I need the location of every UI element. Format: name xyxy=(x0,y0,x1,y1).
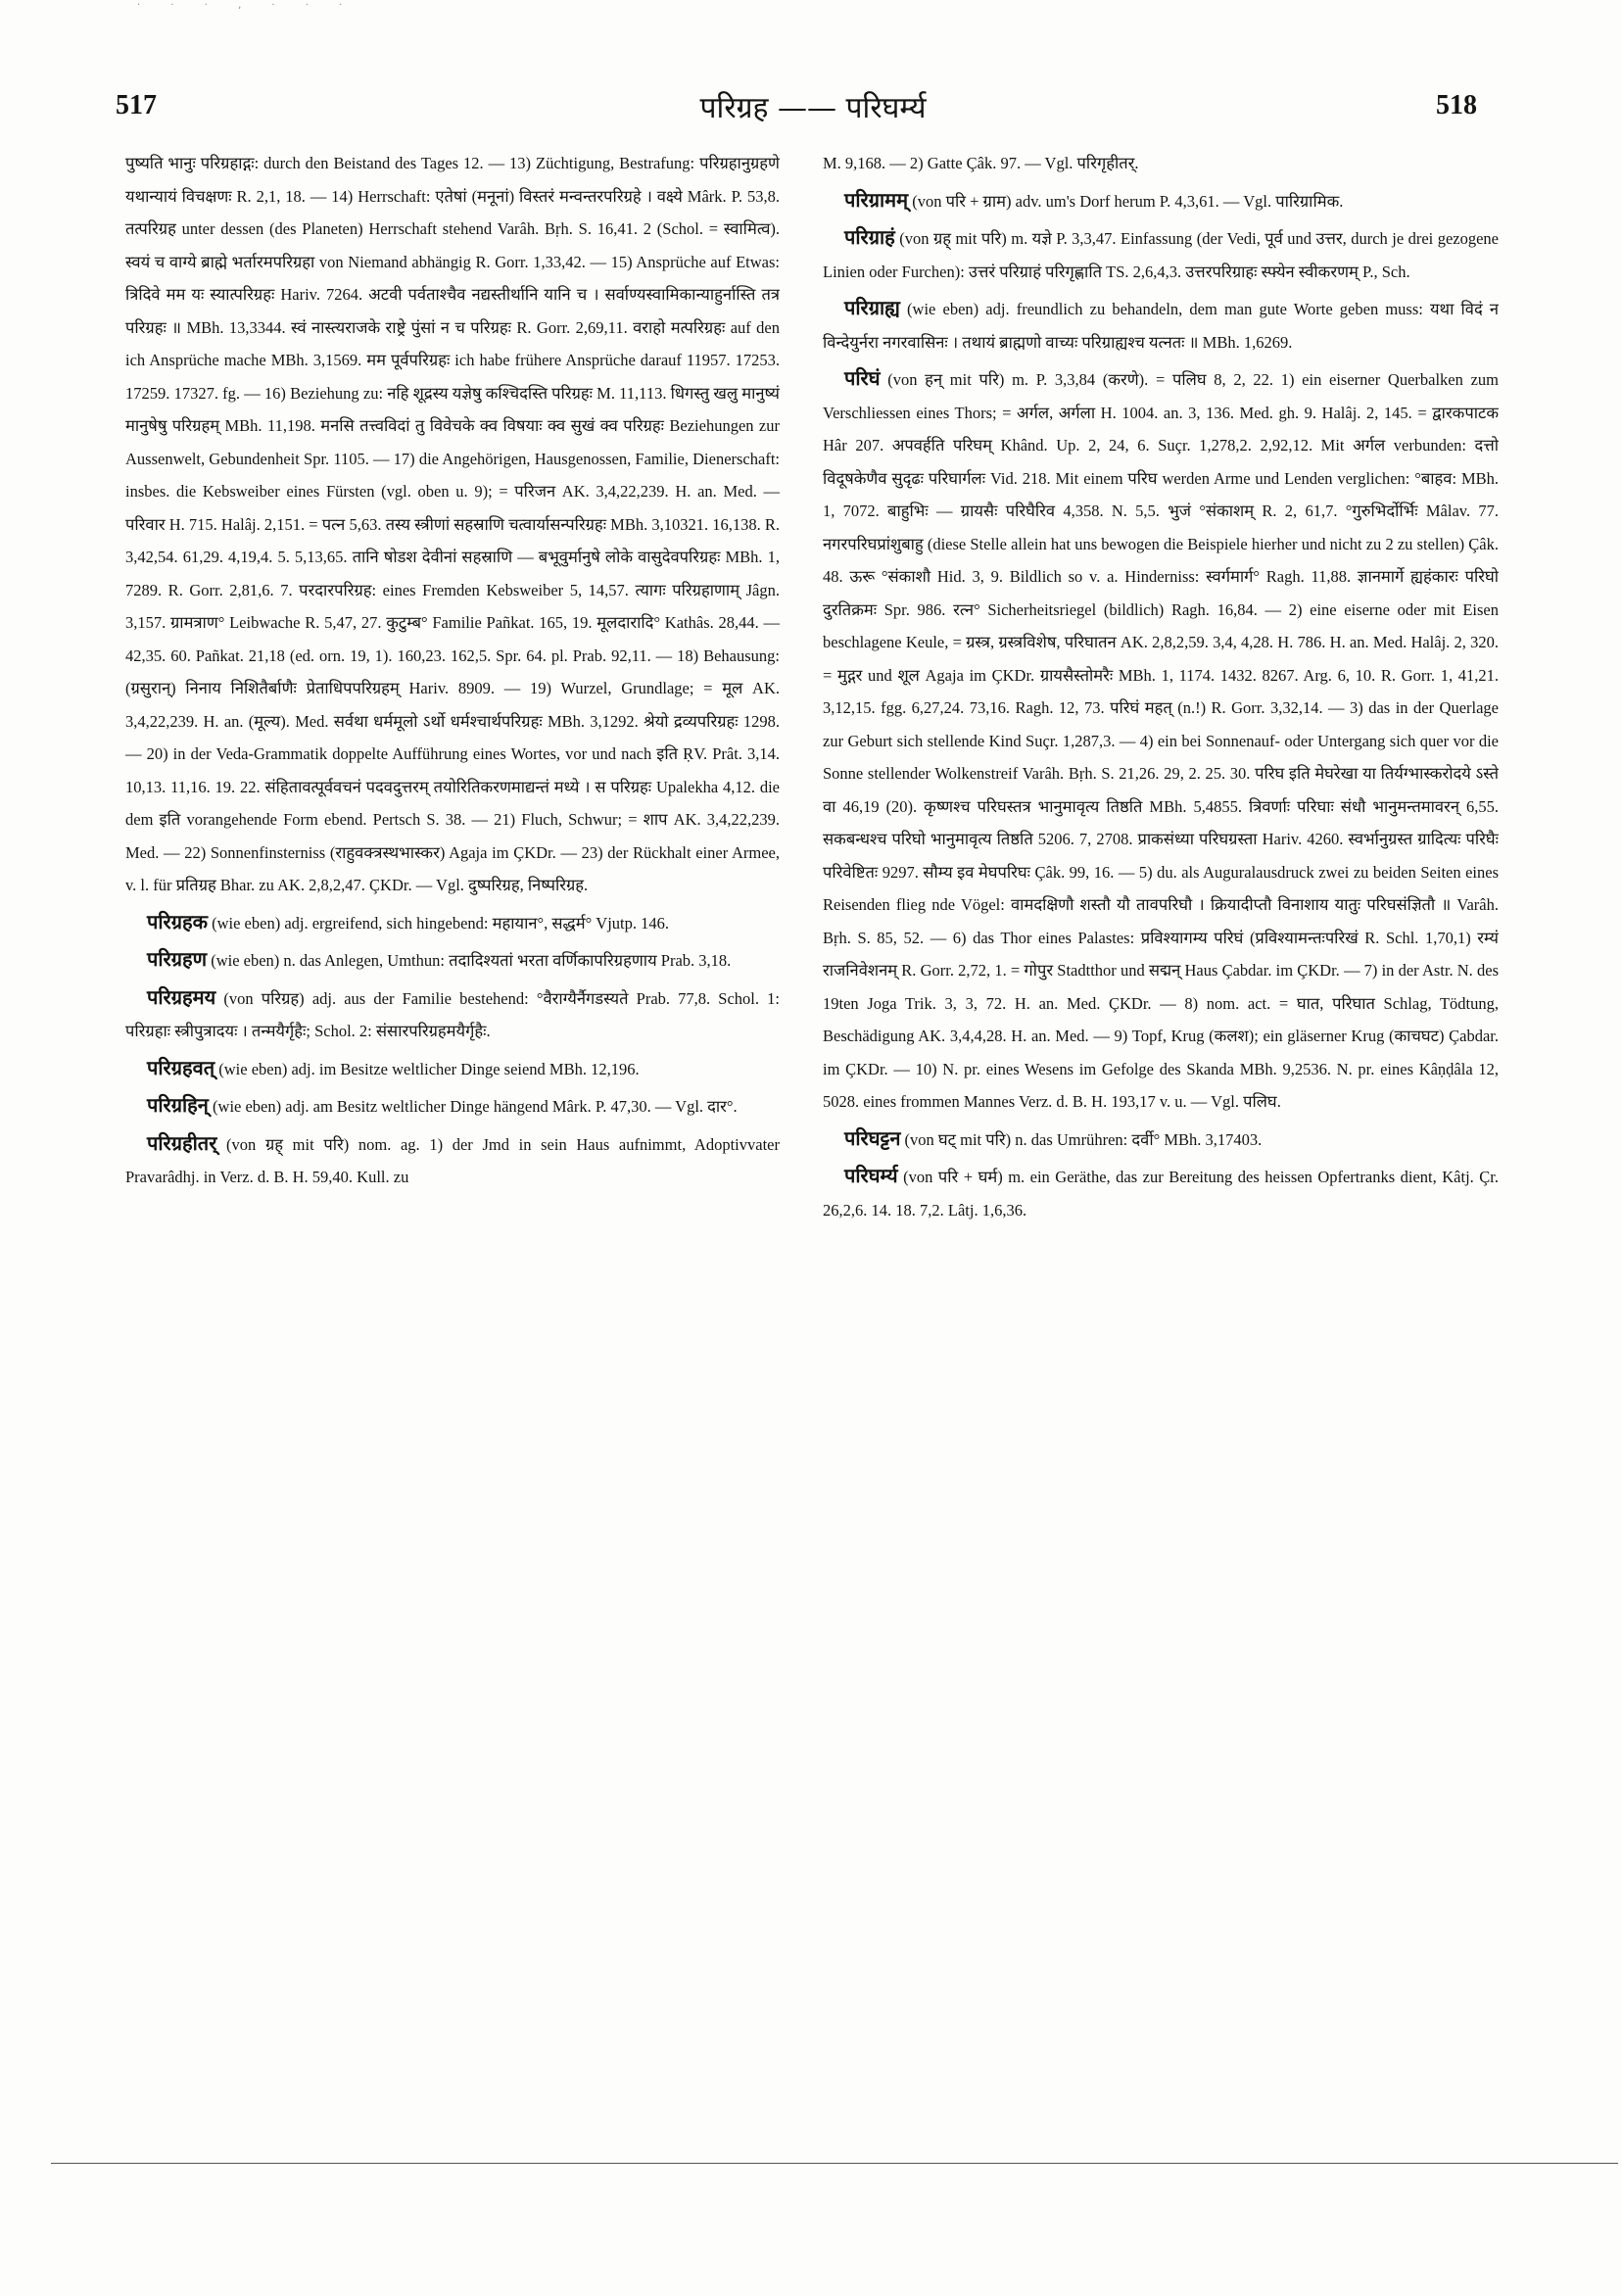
entry-headword: परिघर्म्य xyxy=(844,1164,898,1187)
entry-body: (von घट् mit परि) n. das Umrühren: दर्वी° MBh. 3,17403. xyxy=(900,1129,1263,1149)
entry-body: (von हन् mit परि) m. P. 3,3,84 (करणे). = पलिघ 8, 2, 22. 1) ein eiserner Querbalken zum Verschliessen eines Thors; = अर्गल, अर्गला H. 1004. an. 3, 136. Med. gh. 9. Halâj. 2, 145. = द्वारकपाटक Hâr 207. अपवर्हति परिघम् Khând. Up. 2, 24, 6. Suçr. 1,278,2. 2,92,12. Mit अर्गल verbunden: दत्तो विदूषकेणैव सुदृढः परिघार्गलः Vid. 218. Mit einem परिघ werden Arme und Lenden verglichen: °बाहव: MBh. 1, 7072. बाहुभिः — ग्रायसैः परिघैरिव 4,358. N. 5,5. भुजं °संकाशम् R. 2, 61,7. °गुरुभिर्दोर्भिः Mâlav. 77. नगरपरिघप्रांशुबाहु (diese Stelle allein hat uns bewogen die Beispiele hierher und nicht zu 2 zu stellen) Çâk. 48. ऊरू °संकाशौ Hid. 3, 9. Bildlich so v. a. Hinderniss: स्वर्गमार्ग° Ragh. 11,88. ज्ञानमार्गे ह्यहंकारः परिघो दुरतिक्रमः Spr. 986. रत्न° Sicherheitsriegel (bildlich) Ragh. 16,84. — 2) eine eiserne oder mit Eisen beschlagene Keule, = ग्रस्त्र, ग्रस्त्रविशेष, परिघातन AK. 2,8,2,59. 3,4, 4,28. H. 786. H. an. Med. Halâj. 2, 320. = मुद्गर und शूल Agaja im ÇKDr. ग्रायसैस्तोमरैः MBh. 1, 1174. 1432. 8267. Arg. 6, 10. R. Gorr. 1, 41,21. 3,12,15. fgg. 6,27,24. 73,16. Ragh. 12, 73. परिघं महत् (n.!) R. Gorr. 3,32,14. — 3) das in der Querlage zur Geburt sich stellende Kind Suçr. 1,287,3. — 4) ein bei Sonnenauf- oder Untergang sich quer vor die Sonne stellender Wolkenstreif Varâh. Bṛh. S. 21,26. 29, 2. 25. 30. परिघ इति मेघरेखा या तिर्यग्भास्करोदये ऽस्ते वा 46,19 (20). कृष्णश्च परिघस्तत्र भानुमावृत्य तिष्ठति MBh. 5,4855. त्रिवर्णाः परिघाः संधौ भानुमन्तमावरन् 6,55. सकबन्धश्च परिघो भानुमावृत्य तिष्ठति 5206. 7, 2708. प्राकसंध्या परिघग्रस्ता Hariv. 4260. स्वर्भानुग्रस्त ग्रादित्यः परिघैः परिवेष्टितः 9297. सौम्य इव मेघपरिघः Çâk. 99, 16. — 5) du. als Auguralausdruck zwei zu beiden Seiten eines Reisenden flieg nde Vögel: वामदक्षिणौ शस्तौ यौ तावपरिघौ । क्रियादीप्तौ विनाशाय यातुः परिघसंज्ञितौ ॥ Varâh. Bṛh. S. 85, 52. — 6) das Thor eines Palastes: प्रविश्यागम्य परिघं (प्रविश्यामन्तःपरिखं R. Schl. 1,70,1) रम्यं राजनिवेशनम् R. Gorr. 2,72, 1. = गोपुर Stadtthor und सद्मन् Haus Çabdar. im ÇKDr. — 7) in der Astr. N. des 19ten Joga Trik. 3, 3, 72. H. an. Med. ÇKDr. — 8) nom. act. = घात, परिघात Schlag, Tödtung, Beschädigung AK. 3,4,4,28. H. an. Med. — 9) Topf, Krug (कलश); ein gläserner Krug (काचघट) Çabdar. im ÇKDr. — 10) N. pr. eines Wesens im Gefolge des Skanda MBh. 9,2536. N. pr. eines Kâṇḍâla 12, 5028. eines frommen Mannes Verz. d. B. H. 193,17 v. u. — Vgl. पलिघ. xyxy=(823,370,1499,1111)
dictionary-entry xyxy=(823,1160,1499,1226)
entry-headword: परिग्रहिन् xyxy=(147,1093,209,1117)
entry-body: (von ग्रह् mit परि) nom. ag. 1) der Jmd in sein Haus aufnimmt, Adoptivvater Pravarâdhj. in Verz. d. B. H. 59,40. Kull. zu xyxy=(125,1134,780,1186)
dictionary-entry xyxy=(823,292,1499,359)
entry-body: (von ग्रह् mit परि) m. यज्ञे P. 3,3,47. Einfassung (der Vedi, पूर्व und उत्तर, durch je drei gezogene Linien oder Furchen): उत्तरं परिग्राहं परिगृह्णाति TS. 2,6,4,3. उत्तरपरिग्राहः स्फ्येन स्वीकरणम् P., Sch. xyxy=(823,229,1499,281)
dictionary-entry xyxy=(125,1052,780,1086)
dictionary-entry xyxy=(823,362,1499,1119)
entry-headword: परिग्रहवत् xyxy=(147,1055,215,1079)
dictionary-entry xyxy=(125,1127,780,1194)
entry-body: (wie eben) adj. ergreifend, sich hingebend: महायान°, सद्धर्म° Vjutp. 146. xyxy=(207,913,670,933)
scan-specks: · · · , · · · xyxy=(137,0,357,11)
page-number-left: 517 xyxy=(116,90,157,120)
page-number-right: 518 xyxy=(1436,90,1477,120)
page-header xyxy=(0,90,1622,129)
dictionary-entry xyxy=(125,981,780,1048)
entry-body: (wie eben) adj. im Besitze weltlicher Dinge seiend MBh. 12,196. xyxy=(215,1059,640,1078)
entry-body: पुष्यति भानुः परिग्रहाद्गः: durch den Beistand des Tages 12. — 13) Züchtigung, Bestrafung: परिग्रहानुग्रहणे यथान्यायं विचक्षणः R. 2,1, 18. — 14) Herrschaft: एतेषां (मनूनां) विस्तरं मन्वन्तरपरिग्रहे । वक्ष्ये Mârk. P. 53,8. तत्परिग्रह unter dessen (des Planeten) Herrschaft stehend Varâh. Bṛh. S. 16,41. 2 (Schol. = स्वामित्व). स्वयं च वाग्ये ब्राह्मे भर्तारमपरिग्रहा von Niemand abhängig R. Gorr. 1,33,42. — 15) Ansprüche auf Etwas: त्रिदिवे मम यः स्यात्परिग्रहः Hariv. 7264. अटवी पर्वताश्चैव नद्यस्तीर्थानि यानि च । सर्वाण्यस्वामिकान्याहुर्नास्ति तत्र परिग्रहः ॥ MBh. 13,3344. स्वं नास्त्यराजके राष्ट्रे पुंसां न च परिग्रहः R. Gorr. 2,69,11. वराहो मत्परिग्रहः auf den ich Ansprüche mache MBh. 3,1569. मम पूर्वपरिग्रहः ich habe frühere Ansprüche darauf 11957. 17253. 17259. 17327. fg. — 16) Beziehung zu: नहि शूद्रस्य यज्ञेषु कश्चिदस्ति परिग्रहः M. 11,113. धिगस्तु खलु मानुष्यं मानुषेषु परिग्रहम् MBh. 11,198. मनसि तत्त्वविदां तु विवेचके क्व विषयाः क्व सुखं क्व परिग्रहः Beziehungen zur Aussenwelt, Gebundenheit Spr. 1105. — 17) die Angehörigen, Hausgenossen, Familie, Dienerschaft: insbes. die Kebsweiber eines Fürsten (vgl. oben u. 9); = परिजन AK. 3,4,22,239. H. an. Med. — परिवार H. 715. Halâj. 2,151. = पत्न 5,63. तस्य स्त्रीणां सहस्राणि चत्वार्यासन्परिग्रहः MBh. 3,10321. 16,138. R. 3,42,54. 61,29. 4,19,4. 5. 5,13,65. तानि षोडश देवीनां सहस्राणि — बभूवुर्मानुषे लोके वासुदेवपरिग्रहः MBh. 1, 7289. R. Gorr. 2,81,6. 7. परदारपरिग्रह: eines Fremden Kebsweiber 5, 14,57. त्यागः परिग्रहाणाम् Jâgn. 3,157. ग्रामत्राण° Leibwache R. 5,47, 27. कुटुम्ब° Familie Pañkat. 165, 19. मूलदारादि° Kathâs. 28,44. — 42,35. 60. Pañkat. 21,18 (ed. orn. 19, 1). 160,23. 162,5. Spr. 64. pl. Prab. 92,11. — 18) Behausung: (ग्रसुरान्) निनाय निशितैर्बाणैः प्रेताधिपपरिग्रहम् Hariv. 8909. — 19) Wurzel, Grundlage; = मूल AK. 3,4,22,239. H. an. (मूल्य). Med. सर्वथा धर्ममूलो ऽर्थो धर्मश्चार्थपरिग्रहः MBh. 3,1292. श्रेयो द्रव्यपरिग्रहः 1298. — 20) in der Veda-Grammatik doppelte Aufführung eines Wortes, vor und nach इति ṚV. Prât. 3,14. 10,13. 11,16. 19. 22. संहितावत्पूर्ववचनं पदवदुत्तरम् तयोरितिकरणमाद्यन्तं मध्ये । स परिग्रहः Upalekha 4,12. die dem इति vorangehende Form ebend. Pertsch S. 38. — 21) Fluch, Schwur; = शाप AK. 3,4,22,239. Med. — 22) Sonnenfinsterniss (राहुवक्त्रस्थभास्कर) Agaja im ÇKDr. — 23) der Rückhalt einer Armee, v. l. für प्रतिग्रह Bhar. zu AK. 2,8,2,47. ÇKDr. — Vgl. दुष्परिग्रह, निष्परिग्रह. xyxy=(125,154,780,894)
dictionary-entry xyxy=(125,1089,780,1124)
entry-headword: परिग्रहमय xyxy=(147,984,216,1009)
entry-headword: परिघट्टन xyxy=(844,1125,901,1150)
dictionary-entry xyxy=(125,906,780,940)
dictionary-entry xyxy=(823,184,1499,218)
footer-rule xyxy=(51,2163,1618,2164)
entry-body: M. 9,168. — 2) Gatte Çâk. 97. — Vgl. परिगृहीतर्. xyxy=(823,154,1139,172)
entry-body: (wie eben) adj. am Besitz weltlicher Dinge hängend Mârk. P. 47,30. — Vgl. दार°. xyxy=(208,1097,738,1116)
entry-headword: परिग्रहीतर् xyxy=(147,1130,217,1155)
dictionary-entry xyxy=(823,221,1499,288)
entry-headword: परिघं xyxy=(844,366,881,390)
dictionary-entry xyxy=(125,943,780,978)
dictionary-entry xyxy=(823,147,1499,180)
entry-headword: परिग्राह्य xyxy=(844,296,900,319)
entry-body: (von परिग्रह) adj. aus der Familie bestehend: °वैराग्यैर्नैगडस्यते Prab. 77,8. Schol. 1: परिग्रहाः स्त्रीपुत्रादयः । तन्मयैर्गृहैः; Schol. 2: संसारपरिग्रहमयैर्गृहैः. xyxy=(125,988,780,1040)
dictionary-entry xyxy=(125,147,780,902)
left-column xyxy=(125,147,780,2028)
entry-headword: परिग्रहक xyxy=(147,909,208,933)
dictionary-entry xyxy=(823,1123,1499,1157)
entry-headword: परिग्रामम् xyxy=(844,187,909,212)
entry-body: (von परि + ग्राम) adv. um's Dorf herum P. 4,3,61. — Vgl. पारिग्रामिक. xyxy=(908,191,1344,211)
right-column xyxy=(823,147,1499,2028)
entry-body: (wie eben) n. das Anlegen, Umthun: तदादिश्यतां भरता वर्णिकापरिग्रहणाय Prab. 3,18. xyxy=(207,951,732,970)
entry-headword: परिग्राहं xyxy=(844,225,895,249)
entry-body: (von परि + घर्म) m. ein Geräthe, das zur Bereitung des heissen Opfertranks dient, Kâtj. Çr. 26,2,6. 14. 18. 7,2. Lâtj. 1,6,36. xyxy=(823,1168,1499,1220)
entry-body: (wie eben) adj. freundlich zu behandeln, dem man gute Worte geben muss: यथा विदं न विन्देयुर्नरा नगरवासिनः । तथायं ब्राह्मणो वाच्यः परिग्राह्यश्च यत्नतः ॥ MBh. 1,6269. xyxy=(823,300,1499,352)
running-title: परिग्रह —— परिघर्म्य xyxy=(699,91,927,125)
entry-headword: परिग्रहण xyxy=(147,947,208,971)
